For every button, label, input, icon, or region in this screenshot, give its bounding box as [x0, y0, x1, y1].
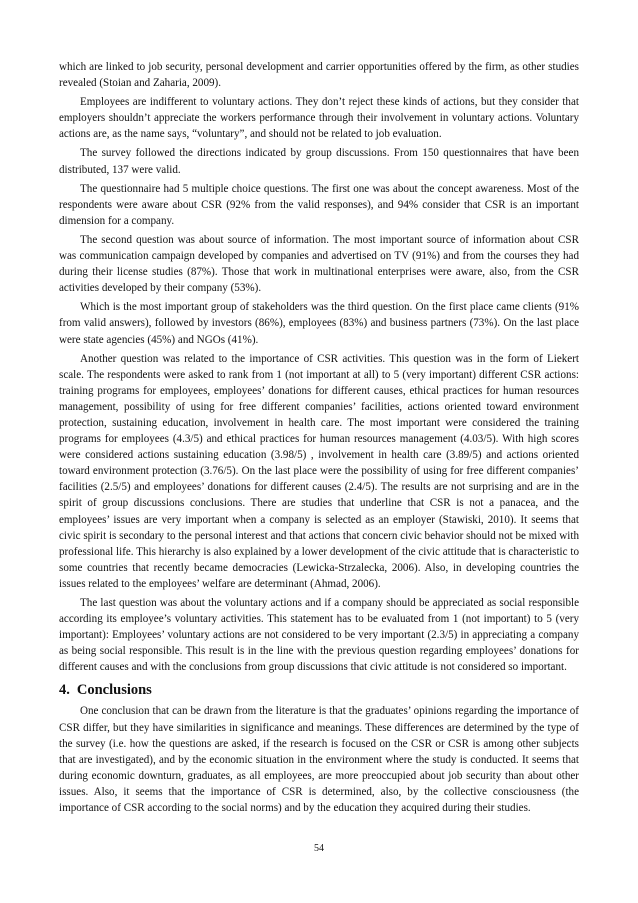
- body-paragraph: The last question was about the voluntary actions and if a company should be appreciated as social responsible according its employee’s voluntary activities. This statement has to be evaluated from 1 (not important) to 5 (very important): Employees’ voluntary actions are not considered to be very important (2.3/5) in appreciating a company as being social responsible. This result is in the line with the previous question regarding employees’ donations for different causes and with the conclusions from group discussions that civic attitude is not considered so important.: [59, 597, 579, 674]
- body-paragraph: Employees are indifferent to voluntary actions. They don’t reject these kinds of actions, but they consider that employers shouldn’t appreciate the workers performance through their involvement in voluntary actions. Voluntary actions are, as the name says, “voluntary”, and should not be related to job evaluation.: [59, 96, 579, 141]
- body-paragraph: Which is the most important group of stakeholders was the third question. On the first place came clients (91% from valid answers), followed by investors (86%), employees (83%) and business partners (73%). On the last place were state agencies (45%) and NGOs (41%).: [59, 301, 579, 346]
- body-paragraph: Another question was related to the importance of CSR activities. This question was in the form of Liekert scale. The respondents were asked to rank from 1 (not important at all) to 5 (very important) different CSR actions: training programs for employees, employees’ donations for different causes, ethical practices for human resources management, possibility of using for free different companies’ facilities, actions oriented toward environment protection, sustaining education, involvement in health care. The most important were considered the training programs for employees (4.3/5) and ethical practices for human resources management (4.03/5). With high scores were considered actions sustaining education (3.98/5) , involvement in health care (3.89/5) and actions oriented toward environment protection (3.76/5). On the last place were the possibility of using for free different companies’ facilities (2.5/5) and employees’ donations for different causes (2.4/5). The results are not surprising and are in the spirit of group discussions conclusions. There are studies that underline that CSR is not a panacea, and the employees’ issues are very important when a company is selected as an employer (Stawiski, 2010). It seems that civic spirit is secondary to the personal interest and that actions that concern civic behavior should not be mixed with professional life. This hierarchy is also explained by a lower development of the civic attitude that is characteristic to some countries that recently became democracies (Lewicka-Strzalecka, 2006). Also, in developing countries the issues related to the employees’ welfare are determinant (Ahmad, 2006).: [59, 352, 579, 590]
- body-paragraph: One conclusion that can be drawn from the literature is that the graduates’ opinions regarding the importance of CSR differ, but they have similarities in significance and meanings. These differences are determined by the type of the survey (i.e. how the questions are asked, if the research is focused on the CSR or CSR is among other subjects that are investigated), and by the economic situation in the environment where the study is conducted. It seems that during economic downturn, graduates, as all employees, are more preoccupied about job security than about other issues. Also, it seems that the importance of CSR is determined, also, by the collective consciousness (the importance of CSR according to the social norms) and by the education they acquired during their studies.: [59, 705, 579, 815]
- body-paragraph: The second question was about source of information. The most important source of information about CSR was communication campaign developed by companies and advertised on TV (91%) and from the courses they had during their license studies (87%). Those that work in multinational enterprises were aware, also, from the CSR activities developed by their company (53%).: [59, 233, 579, 295]
- section-number: 4.: [59, 682, 70, 699]
- section-heading: [59, 681, 579, 699]
- body-paragraph: The survey followed the directions indicated by group discussions. From 150 questionnaires that have been distributed, 137 were valid.: [59, 147, 579, 176]
- page-number: 54: [314, 843, 324, 854]
- body-paragraph: which are linked to job security, personal development and carrier opportunities offered by the firm, as other studies revealed (Stoian and Zaharia, 2009).: [59, 61, 579, 90]
- body-paragraph: The questionnaire had 5 multiple choice questions. The first one was about the concept awareness. Most of the respondents were aware about CSR (92% from the valid responses), and 94% consider that CSR is an important dimension for a company.: [59, 182, 579, 227]
- section-title: Conclusions: [76, 682, 152, 699]
- page-body: [59, 59, 579, 819]
